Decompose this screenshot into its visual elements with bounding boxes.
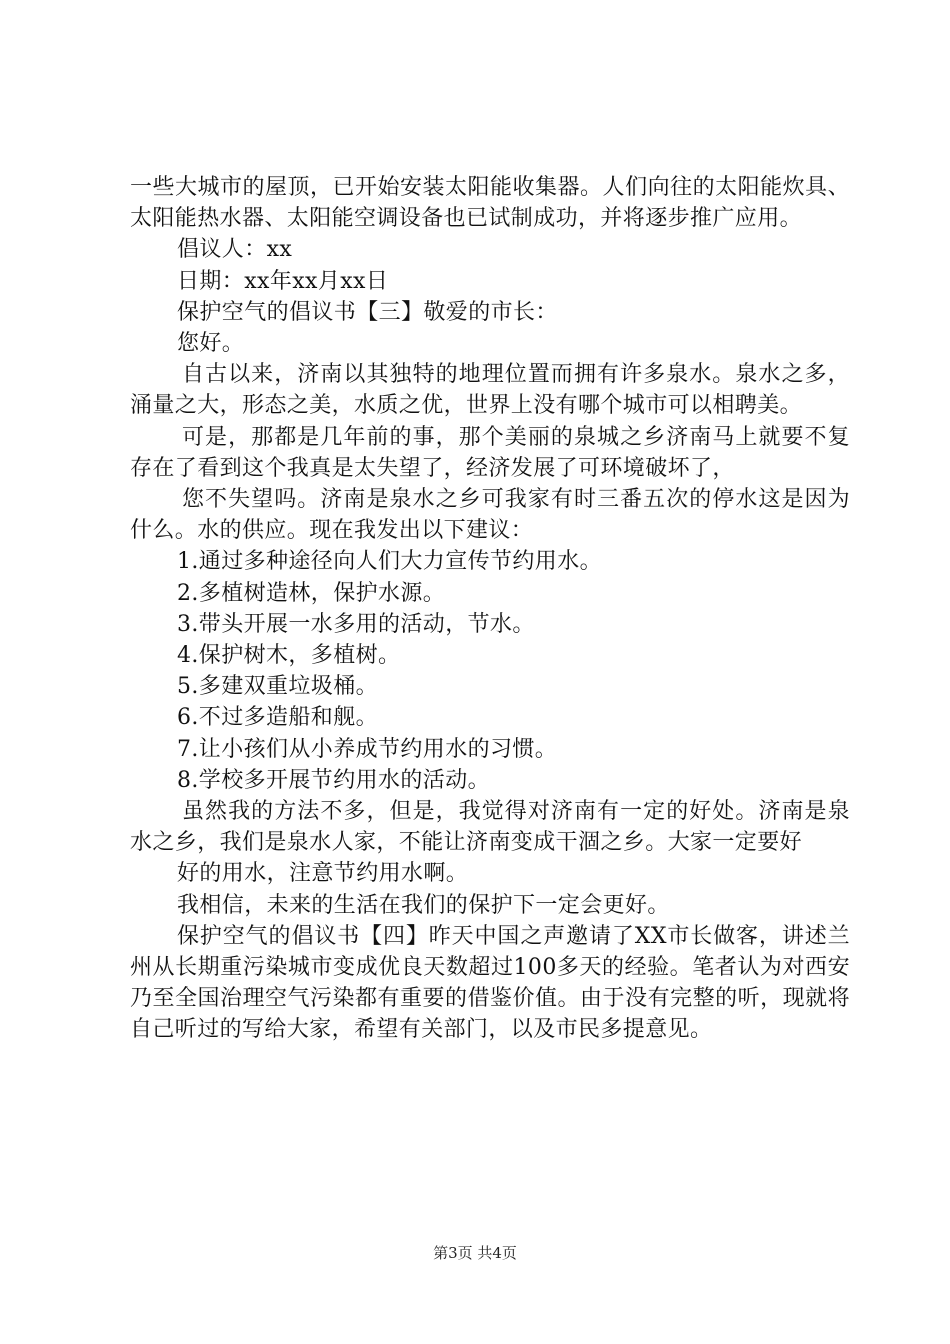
suggestion-item: 5.多建双重垃圾桶。: [177, 674, 378, 700]
suggestion-item: 2.多植树造林，保护水源。: [177, 580, 446, 606]
paragraph-believe: 我相信，未来的生活在我们的保护下一定会更好。: [177, 892, 670, 918]
page-number: 第3页 共4页: [433, 1244, 517, 1262]
proposer-line: 倡议人：xx: [177, 237, 293, 263]
suggestion-item: 7.让小孩们从小养成节约用水的习惯。: [177, 736, 558, 762]
greeting-line: 您好。: [177, 331, 245, 357]
suggestion-item: 6.不过多造船和舰。: [177, 705, 378, 731]
suggestion-item: 8.学校多开展节约用水的活动。: [177, 767, 490, 793]
paragraph-history: 自古以来，济南以其独特的地理位置而拥有许多泉水。泉水之多，涌量之大，形态之美，水质之优，世界上没有哪个城市可以相聘美。: [130, 362, 850, 419]
paragraph-disappointment: 可是，那都是几年前的事，那个美丽的泉城之乡济南马上就要不复存在了看到这个我真是太失望了，经济发展了可环境破坏了，: [130, 424, 850, 481]
document-body: [130, 172, 850, 1046]
suggestion-item: 1.通过多种途径向人们大力宣传节约用水。: [177, 549, 602, 575]
paragraph-suggestions-intro: 您不失望吗。济南是泉水之乡可我家有时三番五次的停水这是因为什么。水的供应。现在我发出以下建议：: [130, 487, 850, 544]
section-three-heading: 保护空气的倡议书【三】敬爱的市长：: [177, 299, 558, 325]
date-line: 日期：xx年xx月xx日: [177, 268, 389, 294]
suggestion-item: 3.带头开展一水多用的活动，节水。: [177, 611, 535, 637]
paragraph-1: 一些大城市的屋顶，已开始安装太阳能收集器。人们向往的太阳能炊具、太阳能热水器、太阳能空调设备也已试制成功，并将逐步推广应用。: [130, 175, 850, 232]
section-four-paragraph: 保护空气的倡议书【四】昨天中国之声邀请了XX市长做客，讲述兰州从长期重污染城市变成优良天数超过100多天的经验。笔者认为对西安乃至全国治理空气污染都有重要的借鉴价值。由于没有完整的听，现就将自己听过的写给大家，希望有关部门，以及市民多提意见。: [130, 923, 850, 1043]
paragraph-benefit: 虽然我的方法不多，但是，我觉得对济南有一定的好处。济南是泉水之乡，我们是泉水人家，不能让济南变成干涸之乡。大家一定要好: [130, 799, 850, 856]
page-footer: [0, 1243, 950, 1263]
suggestion-item: 4.保护树木，多植树。: [177, 643, 401, 669]
paragraph-use-water: 好的用水，注意节约用水啊。: [177, 861, 469, 887]
